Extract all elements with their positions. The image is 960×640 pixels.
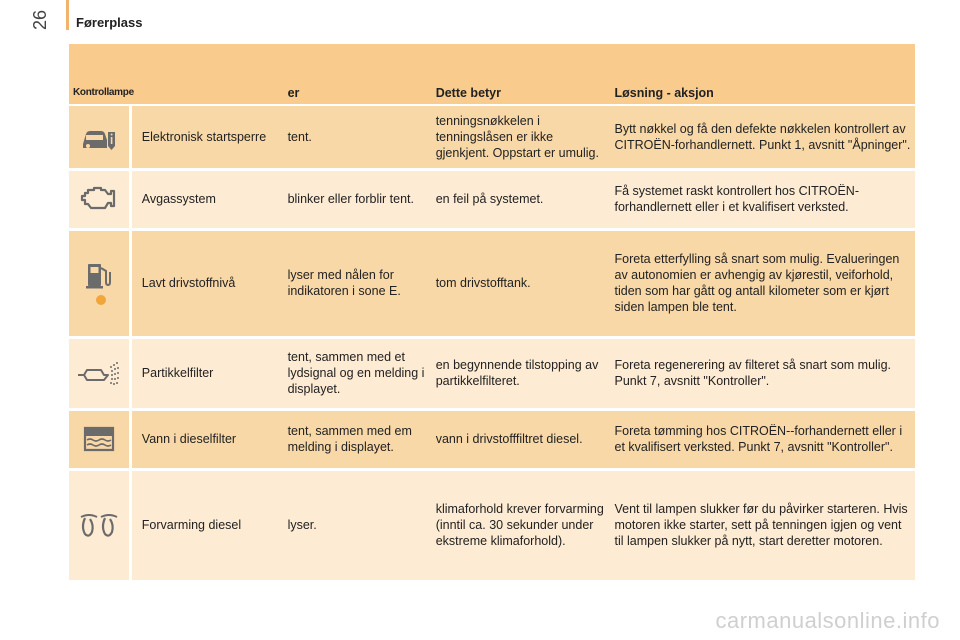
table-row [69,469,915,581]
lamp-name: Forvarming diesel [130,469,283,581]
icon-cell [69,169,130,229]
icon-cell [69,337,130,409]
engine-icon [79,191,119,205]
lamp-action: Bytt nøkkel og få den defekte nøkkelen kontrollert av CITROËN-forhandlernett. Punkt 1, avsnitt "Åpninger". [611,105,916,169]
table-top-band [69,44,915,82]
lamp-state: tent, sammen med et lydsignal og en melding i displayet. [284,337,432,409]
lamp-name: Partikkelfilter [130,337,283,409]
lamp-meaning: en begynnende tilstopping av partikkelfilteret. [432,337,611,409]
header-dette-betyr: Dette betyr [432,82,611,105]
lamp-meaning: tenningsnøkkelen i tenningslåsen er ikke gjenkjent. Oppstart er umulig. [432,105,611,169]
section-title: Førerplass [76,15,143,30]
table-row [69,229,915,337]
lamp-state: lyser med nålen for indikatoren i sone E. [284,229,432,337]
immobiliser-icon [79,129,119,143]
lamp-state: tent. [284,105,432,169]
table-header-row [69,82,915,105]
fuel-pump-icon [79,275,119,289]
lamp-state: lyser. [284,469,432,581]
section-marker [66,0,69,30]
glow-plug-icon [77,517,121,531]
particle-filter-icon [76,365,122,379]
lamp-action: Foreta tømming hos CITROËN--forhandernett eller i et kvalifisert verksted. Punkt 7, avsnitt "Kontroller". [611,409,916,469]
warning-lamp-table [69,44,915,583]
lamp-meaning: en feil på systemet. [432,169,611,229]
icon-cell [69,229,130,337]
watermark: carmanualsonline.info [715,608,940,633]
lamp-name: Elektronisk startsperre [130,105,283,169]
lamp-meaning: klimaforhold krever forvarming (inntil ca. 30 sekunder under ekstreme klimaforhold). [432,469,611,581]
lamp-state: blinker eller forblir tent. [284,169,432,229]
lamp-action: Foreta regenerering av filteret så snart som mulig. Punkt 7, avsnitt "Kontroller". [611,337,916,409]
lamp-meaning: tom drivstofftank. [432,229,611,337]
page-number: 26 [30,9,50,31]
icon-cell [69,469,130,581]
lamp-name: Vann i dieselfilter [130,409,283,469]
lamp-meaning: vann i drivstofffiltret diesel. [432,409,611,469]
lamp-name: Lavt drivstoffnivå [130,229,283,337]
icon-cell [69,409,130,469]
table-row [69,337,915,409]
table-row [69,409,915,469]
lamp-name: Avgassystem [130,169,283,229]
lamp-state: tent, sammen med em melding i displayet. [284,409,432,469]
header-kontrollampe: Kontrollampe [69,82,284,105]
icon-cell [69,105,130,169]
header-losning: Løsning - aksjon [611,82,916,105]
lamp-action: Få systemet raskt kontrollert hos CITROËN-forhandlernett eller i et kvalifisert verksted. [611,169,916,229]
table-row [69,105,915,169]
header-er: er [284,82,432,105]
lamp-action: Vent til lampen slukker før du påvirker starteren. Hvis motoren ikke starter, sett på tenningen igjen og vent til lampen slukker på nytt, start deretter motoren. [611,469,916,581]
water-in-diesel-icon [79,431,119,445]
lamp-action: Foreta etterfylling så snart som mulig. Evalueringen av autonomien er avhengig av kjørestil, veiforhold, tiden som har gått og antall kilometer som er kjørt siden lampen ble tent. [611,229,916,337]
table-row [69,169,915,229]
